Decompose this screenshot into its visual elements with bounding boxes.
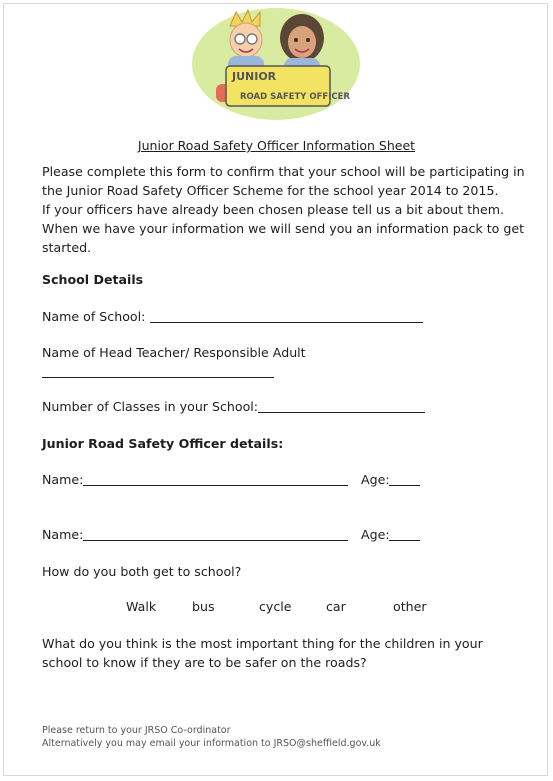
- classes-field[interactable]: [258, 412, 425, 413]
- intro-line: the Junior Road Safety Officer Scheme for the school year 2014 to 2015.: [42, 183, 499, 198]
- officer-2-age-field[interactable]: [389, 540, 420, 541]
- officer-2-name-field[interactable]: [83, 540, 348, 541]
- school-name-label: Name of School:: [42, 309, 146, 324]
- travel-option-walk[interactable]: Walk: [126, 599, 157, 614]
- intro-line: started.: [42, 240, 92, 255]
- intro-line: If your officers have already been chosen please tell us a bit about them.: [42, 202, 505, 217]
- officer-1-age-field[interactable]: [389, 485, 420, 486]
- intro-line: When we have your information we will send you an information pack to get: [42, 221, 525, 236]
- intro-line: Please complete this form to confirm that your school will be participating in: [42, 164, 525, 179]
- travel-question: How do you both get to school?: [42, 564, 242, 579]
- footer-return-note: Please return to your JRSO Co-ordinator: [42, 725, 231, 736]
- head-teacher-field[interactable]: [42, 377, 274, 378]
- school-details-heading: School Details: [42, 272, 144, 287]
- travel-option-car[interactable]: car: [326, 599, 346, 614]
- safety-question-line: school to know if they are to be safer on the roads?: [42, 655, 367, 670]
- officer-1-name-label: Name:: [42, 472, 84, 487]
- logo-text-rso: ROAD SAFETY OFFICER: [240, 92, 350, 102]
- officer-1-name-field[interactable]: [83, 485, 348, 486]
- footer-email-note: Alternatively you may email your information to JRSO@sheffield.gov.uk: [42, 738, 381, 749]
- head-teacher-label: Name of Head Teacher/ Responsible Adult: [42, 345, 306, 360]
- jrso-logo: [190, 4, 362, 122]
- classes-label: Number of Classes in your School:: [42, 399, 259, 414]
- safety-question-line: What do you think is the most important thing for the children in your: [42, 636, 483, 651]
- travel-option-cycle[interactable]: cycle: [259, 599, 292, 614]
- logo-text-junior: JUNIOR: [232, 70, 277, 83]
- travel-option-other[interactable]: other: [393, 599, 427, 614]
- intro-paragraph: [42, 162, 525, 257]
- officer-details-heading: Junior Road Safety Officer details:: [42, 436, 284, 451]
- officer-2-age-label: Age:: [361, 527, 390, 542]
- page-title: Junior Road Safety Officer Information Sheet: [137, 138, 416, 153]
- school-name-field[interactable]: [150, 322, 423, 323]
- travel-option-bus[interactable]: bus: [192, 599, 215, 614]
- officer-1-age-label: Age:: [361, 472, 390, 487]
- officer-2-name-label: Name:: [42, 527, 84, 542]
